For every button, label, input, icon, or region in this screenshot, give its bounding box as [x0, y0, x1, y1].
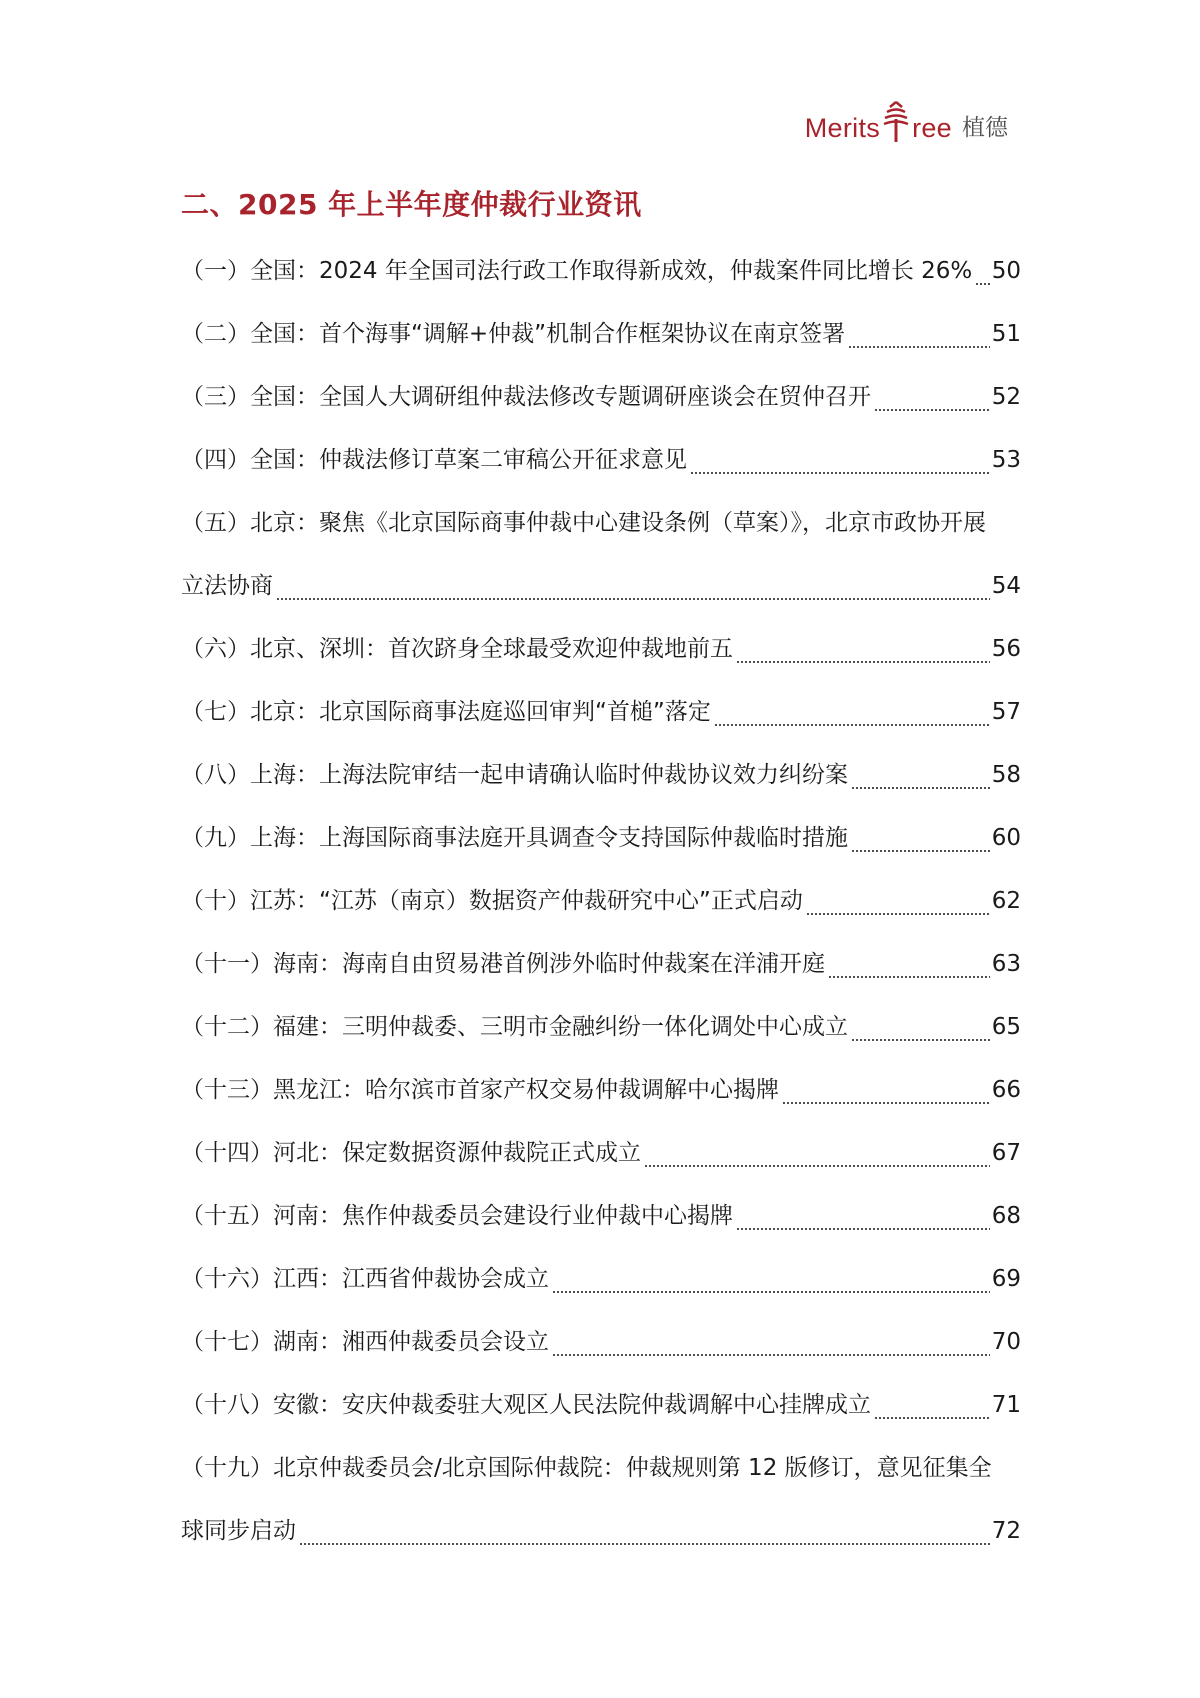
toc-page-number: 66	[991, 1077, 1021, 1103]
logo-wordmark	[805, 100, 952, 144]
toc-page-number: 68	[991, 1203, 1021, 1229]
toc-page-number: 53	[991, 447, 1021, 473]
toc-entry-title: （五）北京：聚焦《北京国际商事仲裁中心建设条例（草案）》，北京市政协开展	[181, 510, 986, 536]
toc-entry[interactable]	[181, 618, 1021, 681]
toc-entry[interactable]	[181, 1374, 1021, 1437]
toc-entry[interactable]	[181, 870, 1021, 933]
toc-entry[interactable]	[181, 744, 1021, 807]
toc-entry-continuation[interactable]	[181, 1500, 1021, 1563]
toc-leader-dots	[736, 1185, 990, 1248]
toc-entry[interactable]	[181, 429, 1021, 492]
toc-page-number: 62	[991, 888, 1021, 914]
toc-entry[interactable]	[181, 366, 1021, 429]
toc-page-number: 72	[991, 1518, 1021, 1544]
toc-leader-dots	[851, 807, 990, 870]
toc-leader-dots	[851, 744, 990, 807]
toc-leader-dots	[276, 555, 990, 618]
toc-entry-title: （七）北京：北京国际商事法庭巡回审判“首槌”落定	[181, 699, 711, 725]
toc-leader-dots	[874, 366, 990, 429]
toc-entry-title: （八）上海：上海法院审结一起申请确认临时仲裁协议效力纠纷案	[181, 762, 848, 788]
toc-entry-title: （十九）北京仲裁委员会/北京国际仲裁院：仲裁规则第 12 版修订，意见征集全	[181, 1455, 992, 1481]
toc-entry-title: （十一）海南：海南自由贸易港首例涉外临时仲裁案在洋浦开庭	[181, 951, 825, 977]
toc-entry-title: （十八）安徽：安庆仲裁委驻大观区人民法院仲裁调解中心挂牌成立	[181, 1392, 871, 1418]
toc-entry[interactable]	[181, 681, 1021, 744]
toc-page-number: 51	[991, 321, 1021, 347]
toc-page-number: 50	[991, 258, 1021, 284]
toc-page-number: 67	[991, 1140, 1021, 1166]
toc-entry-title: （十五）河南：焦作仲裁委员会建设行业仲裁中心揭牌	[181, 1203, 733, 1229]
toc-entry[interactable]	[181, 492, 1021, 555]
logo-wordmark-part1: Merits	[804, 113, 881, 143]
toc-leader-dots	[782, 1059, 990, 1122]
toc-entry-title: （一）全国：2024 年全国司法行政工作取得新成效，仲裁案件同比增长 26%	[181, 258, 973, 284]
toc-entry[interactable]	[181, 303, 1021, 366]
toc-entry-title: （十二）福建：三明仲裁委、三明市金融纠纷一体化调处中心成立	[181, 1014, 848, 1040]
toc-page-number: 69	[991, 1266, 1021, 1292]
toc-page-number: 60	[991, 825, 1021, 851]
toc-page-number: 65	[991, 1014, 1021, 1040]
toc-entry[interactable]	[181, 933, 1021, 996]
logo-chinese: 植德	[962, 115, 1008, 141]
toc-page-number: 57	[991, 699, 1021, 725]
tree-icon	[881, 100, 911, 144]
tree-icon-graphic	[881, 100, 911, 144]
toc-leader-dots	[644, 1122, 990, 1185]
toc-entry[interactable]	[181, 1248, 1021, 1311]
toc-entry-title: （十三）黑龙江：哈尔滨市首家产权交易仲裁调解中心揭牌	[181, 1077, 779, 1103]
toc-leader-dots	[874, 1374, 990, 1437]
toc-entry[interactable]	[181, 996, 1021, 1059]
toc-page-number: 58	[991, 762, 1021, 788]
brand-logo	[805, 100, 1008, 144]
toc-entry[interactable]	[181, 1059, 1021, 1122]
toc-leader-dots	[851, 996, 990, 1059]
toc-page-number: 56	[991, 636, 1021, 662]
toc-page-number: 70	[991, 1329, 1021, 1355]
toc-leader-dots	[736, 618, 990, 681]
toc-leader-dots	[299, 1500, 990, 1563]
section-title: 二、2025 年上半年度仲裁行业资讯	[181, 188, 642, 221]
toc-page-number: 54	[991, 573, 1021, 599]
toc-entry-title-cont: 球同步启动	[181, 1518, 296, 1544]
toc-entry-title-cont: 立法协商	[181, 573, 273, 599]
toc-leader-dots	[848, 303, 990, 366]
toc-entry-title: （六）北京、深圳：首次跻身全球最受欢迎仲裁地前五	[181, 636, 733, 662]
toc-entry-title: （三）全国：全国人大调研组仲裁法修改专题调研座谈会在贸仲召开	[181, 384, 871, 410]
toc-entry-title: （十四）河北：保定数据资源仲裁院正式成立	[181, 1140, 641, 1166]
toc-entry[interactable]	[181, 1311, 1021, 1374]
toc-leader-dots	[975, 240, 989, 303]
toc-entry-title: （九）上海：上海国际商事法庭开具调查令支持国际仲裁临时措施	[181, 825, 848, 851]
toc-leader-dots	[552, 1311, 990, 1374]
toc-entry[interactable]	[181, 1437, 1021, 1500]
toc-page-number: 63	[991, 951, 1021, 977]
toc-entry[interactable]	[181, 240, 1021, 303]
toc-entry[interactable]	[181, 1122, 1021, 1185]
toc-leader-dots	[552, 1248, 990, 1311]
toc-leader-dots	[690, 429, 990, 492]
toc-entry-title: （四）全国：仲裁法修订草案二审稿公开征求意见	[181, 447, 687, 473]
toc-entry-continuation[interactable]	[181, 555, 1021, 618]
toc-entry[interactable]	[181, 807, 1021, 870]
toc-leader-dots	[714, 681, 990, 744]
table-of-contents	[181, 240, 1021, 1563]
toc-page-number: 71	[991, 1392, 1021, 1418]
toc-entry[interactable]	[181, 1185, 1021, 1248]
toc-entry-title: （十七）湖南：湘西仲裁委员会设立	[181, 1329, 549, 1355]
toc-entry-title: （十）江苏：“江苏（南京）数据资产仲裁研究中心”正式启动	[181, 888, 803, 914]
logo-wordmark-part2: ree	[912, 113, 952, 143]
toc-leader-dots	[828, 933, 990, 996]
toc-entry-title: （十六）江西：江西省仲裁协会成立	[181, 1266, 549, 1292]
toc-entry-title: （二）全国：首个海事“调解+仲裁”机制合作框架协议在南京签署	[181, 321, 846, 347]
toc-leader-dots	[806, 870, 990, 933]
toc-page-number: 52	[991, 384, 1021, 410]
